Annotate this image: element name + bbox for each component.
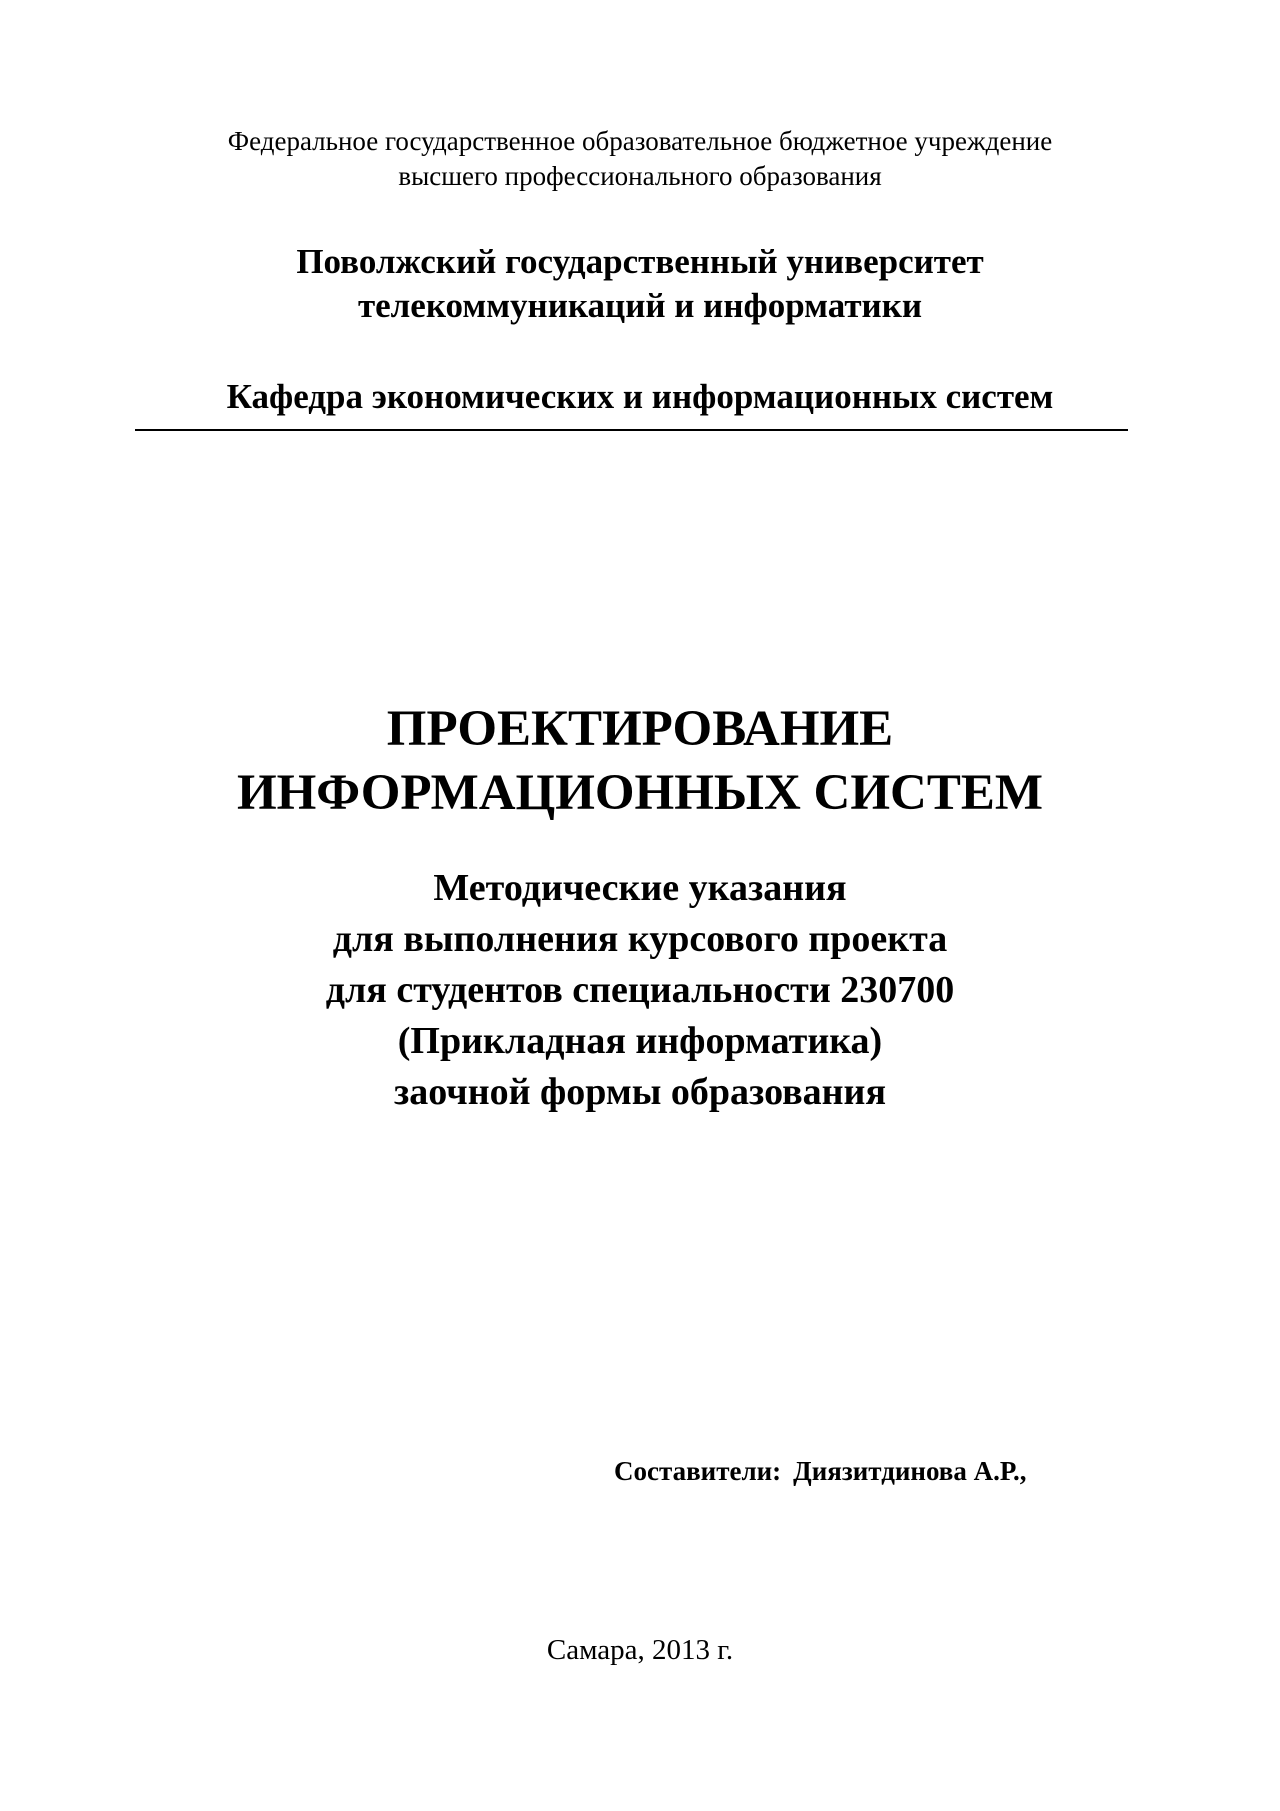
document-title-line-1: ПРОЕКТИРОВАНИЕ: [386, 701, 894, 757]
university-name-line-1: Поволжский государственный университет: [296, 242, 984, 281]
institution-line-2: высшего профессионального образования: [398, 161, 882, 191]
institution-line-1: Федеральное государственное образовательное бюджетное учреждение: [227, 126, 1053, 156]
compilers-names: Диязитдинова А.Р.,: [793, 1456, 1027, 1486]
subtitle-line-4: (Прикладная информатика): [397, 1020, 883, 1062]
compilers-label: Составители:: [614, 1456, 782, 1486]
header-divider: [135, 429, 1128, 431]
department-name: Кафедра экономических и информационных систем: [226, 377, 1054, 416]
university-name-line-2: телекоммуникаций и информатики: [357, 286, 923, 325]
subtitle-line-5: заочной формы образования: [393, 1071, 886, 1113]
document-title-line-2: ИНФОРМАЦИОННЫХ СИСТЕМ: [236, 765, 1044, 821]
city-year: Самара, 2013 г.: [546, 1634, 734, 1666]
subtitle-line-2: для выполнения курсового проекта: [332, 918, 948, 960]
compilers-block: [614, 1454, 1214, 1488]
subtitle-line-3: для студентов специальности 230700: [325, 969, 955, 1011]
subtitle-line-1: Методические указания: [433, 867, 847, 909]
